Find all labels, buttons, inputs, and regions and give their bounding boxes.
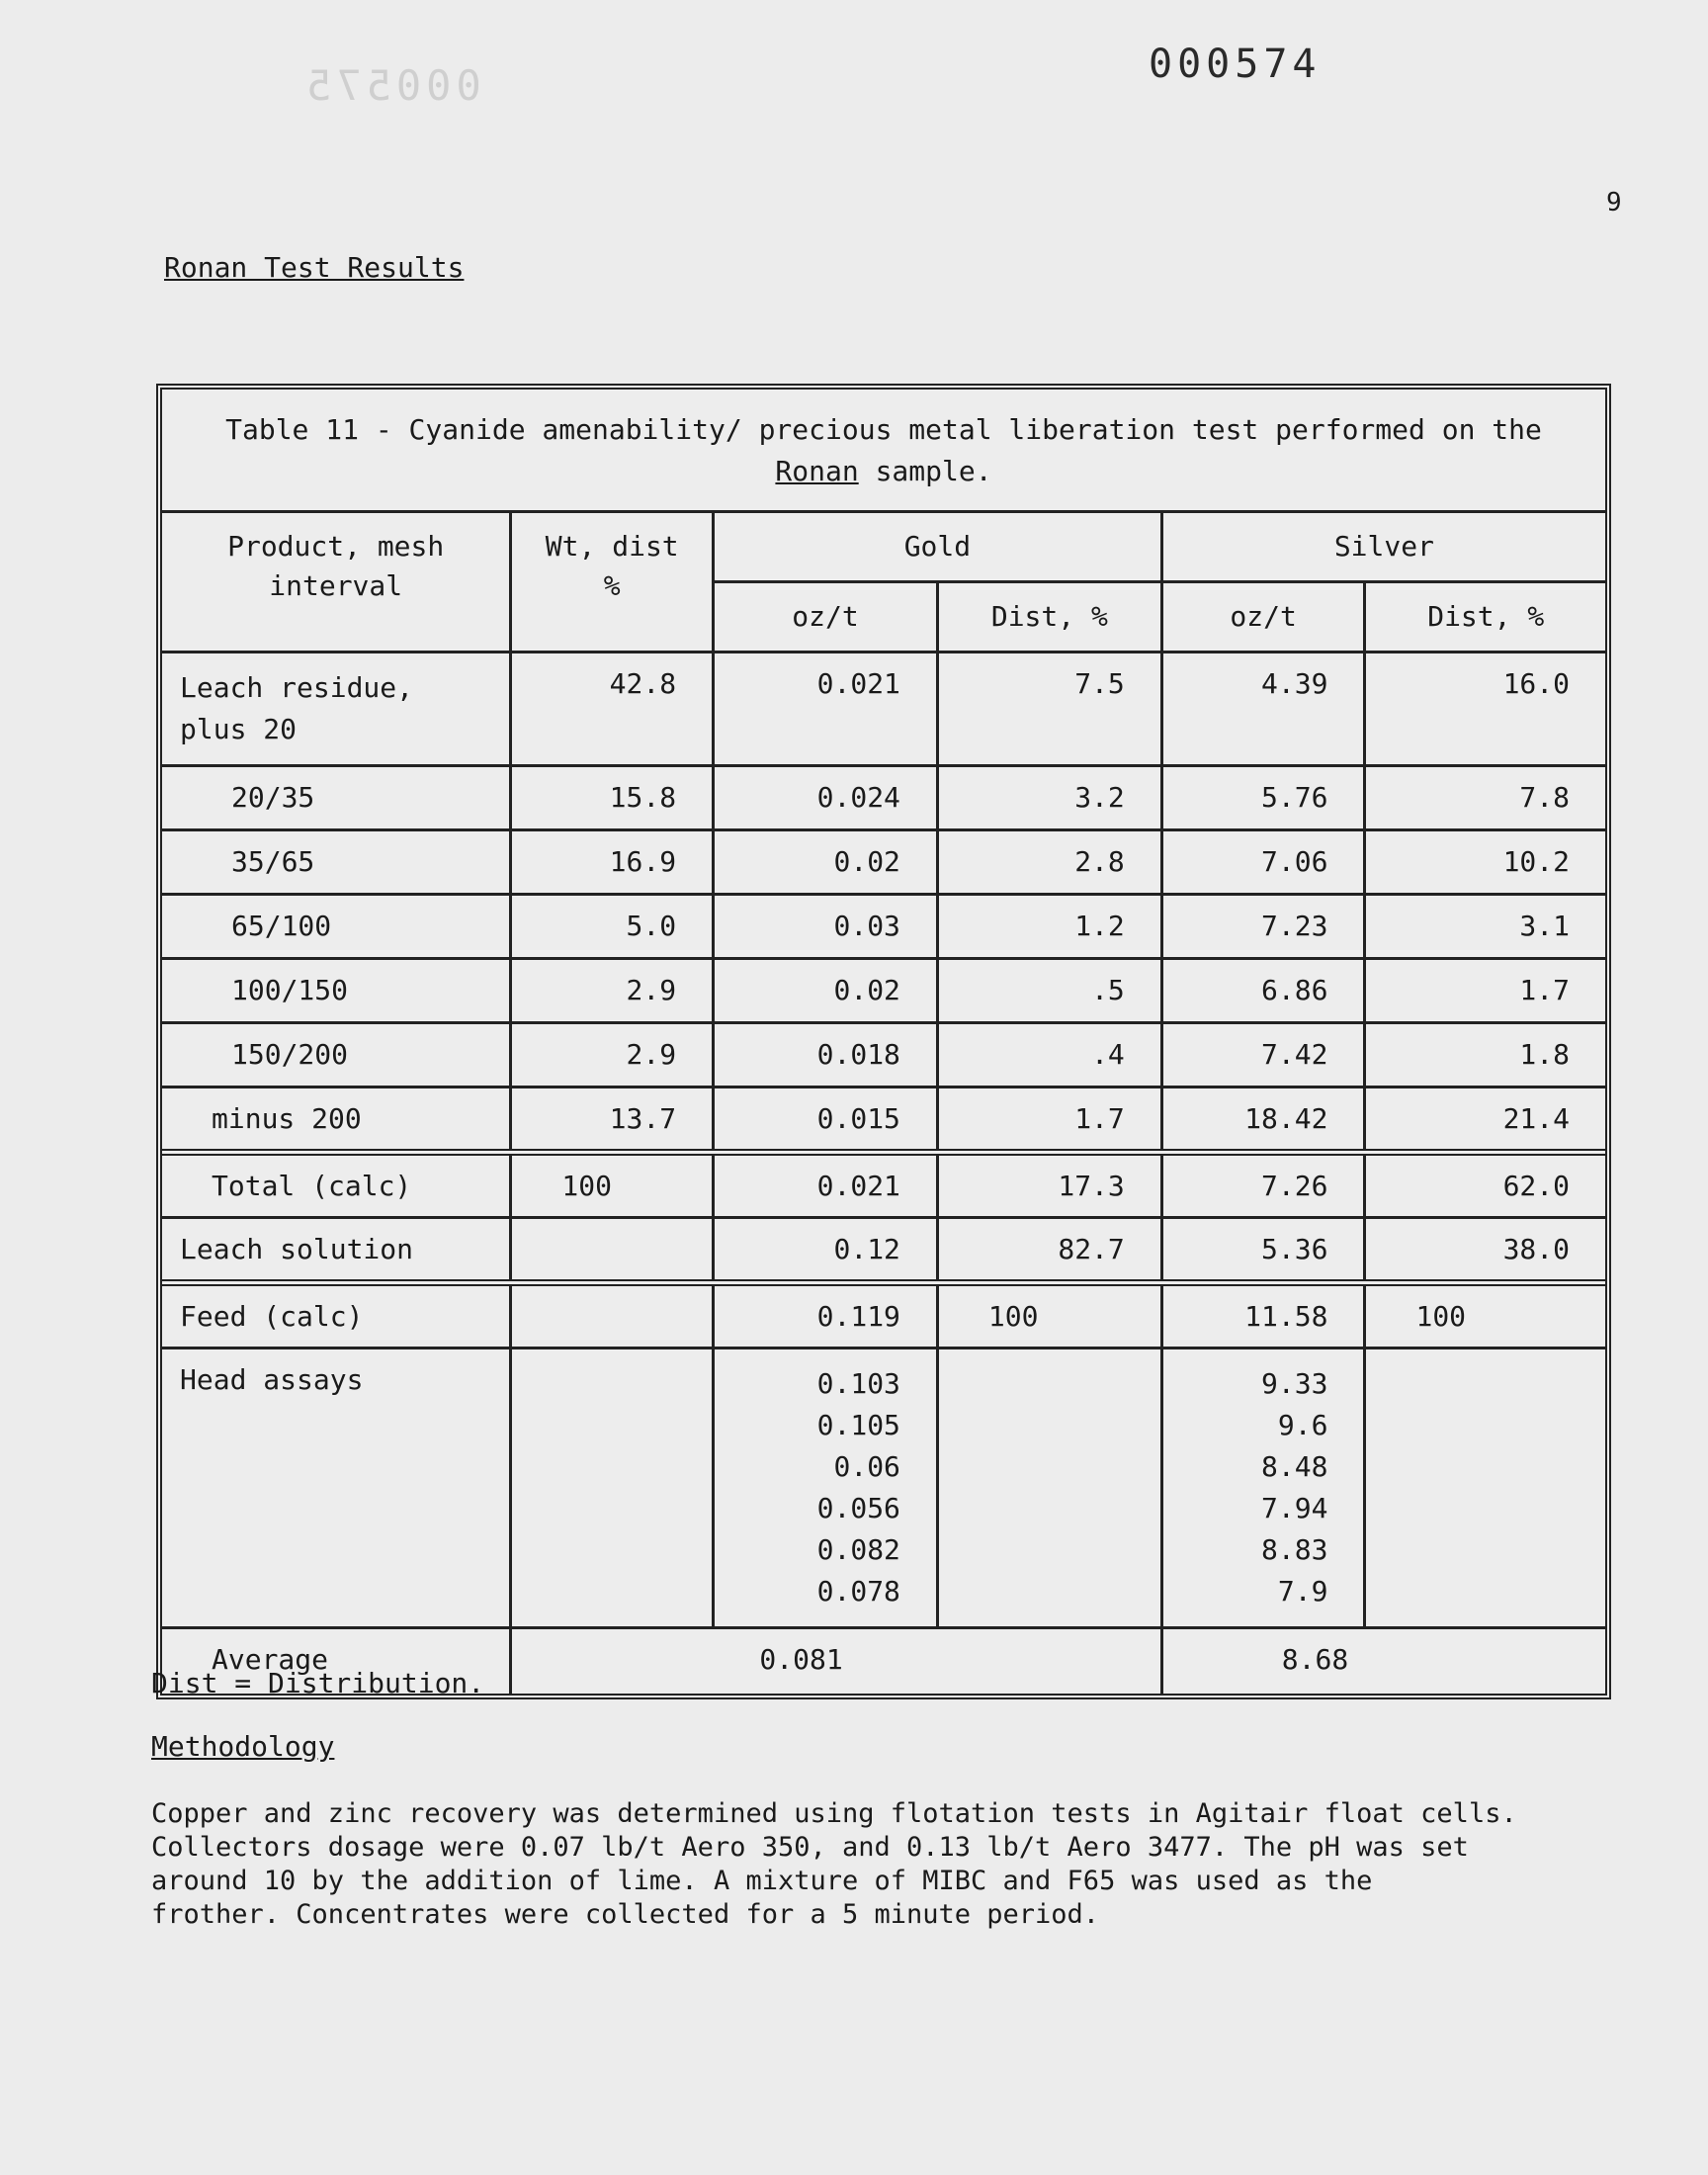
head-assays-gold	[714, 1348, 938, 1628]
table-row-feed	[162, 1283, 1605, 1348]
cell-silver-oz: 18.42	[1161, 1088, 1365, 1153]
cell-gold-dist: 1.7	[937, 1088, 1161, 1153]
cell-silver-dist: 1.8	[1365, 1023, 1605, 1088]
row-label: 20/35	[162, 766, 511, 830]
cell-wt: 2.9	[511, 1023, 714, 1088]
table-row	[162, 1088, 1605, 1153]
cell-silver-oz: 7.23	[1161, 895, 1365, 959]
cell-silver-oz: 4.39	[1161, 652, 1365, 766]
bleed-through-stamp: 000575	[301, 61, 481, 110]
row-label: Leach residue, plus 20	[162, 652, 511, 766]
cell-gold-dist: 100	[937, 1283, 1161, 1348]
cell-wt	[511, 1283, 714, 1348]
cell-gold-dist: 1.2	[937, 895, 1161, 959]
assay-value: 0.082	[816, 1533, 900, 1566]
table-row-total	[162, 1153, 1605, 1218]
assay-value: 8.48	[1261, 1450, 1328, 1483]
head-assays-silver	[1161, 1348, 1365, 1628]
cell-gold-dist-empty	[937, 1348, 1161, 1628]
table-row	[162, 652, 1605, 766]
header-silver: Silver	[1161, 513, 1605, 582]
cell-wt: 42.8	[511, 652, 714, 766]
row-label: 150/200	[162, 1023, 511, 1088]
cell-silver-oz: 5.76	[1161, 766, 1365, 830]
caption-line1: Table 11 - Cyanide amenability/ precious metal liberation test performed on the	[225, 413, 1542, 446]
row-label: minus 200	[162, 1088, 511, 1153]
cell-silver-dist: 7.8	[1365, 766, 1605, 830]
average-gold: 0.081	[511, 1628, 1161, 1694]
cell-gold-oz: 0.119	[714, 1283, 938, 1348]
assay-value: 0.078	[816, 1575, 900, 1608]
cell-wt: 2.9	[511, 959, 714, 1023]
footnote: Dist = Distribution.	[151, 1667, 485, 1699]
cell-silver-oz: 11.58	[1161, 1283, 1365, 1348]
assay-value: 7.94	[1261, 1492, 1328, 1524]
assay-value: 0.06	[833, 1450, 900, 1483]
cell-silver-dist: 21.4	[1365, 1088, 1605, 1153]
cell-silver-oz: 7.42	[1161, 1023, 1365, 1088]
assay-value: 9.6	[1277, 1409, 1328, 1441]
cell-silver-dist: 10.2	[1365, 830, 1605, 895]
table-row-head-assays	[162, 1348, 1605, 1628]
cell-silver-dist: 3.1	[1365, 895, 1605, 959]
cell-gold-oz: 0.024	[714, 766, 938, 830]
assay-value: 9.33	[1261, 1367, 1328, 1400]
row-label: Leach solution	[162, 1218, 511, 1283]
table-row	[162, 959, 1605, 1023]
methodology-paragraph: Copper and zinc recovery was determined using flotation tests in Agitair float cells. Collectors dosage were 0.07 lb/t Aero 350, and 0.13 lb/t Aero 3477. The pH was set around 10 by the addition of lime. A mixture of MIBC and F65 was used as the frother. Concentrates were collected for a 5 minute period.	[151, 1798, 1517, 1930]
cell-gold-oz: 0.12	[714, 1218, 938, 1283]
row-label: 100/150	[162, 959, 511, 1023]
cell-gold-oz: 0.02	[714, 830, 938, 895]
bates-number: 000574	[1149, 42, 1322, 87]
cell-silver-dist-empty	[1365, 1348, 1605, 1628]
cell-silver-oz: 5.36	[1161, 1218, 1365, 1283]
row-label: 35/65	[162, 830, 511, 895]
cell-gold-dist: .4	[937, 1023, 1161, 1088]
header-silver-dist: Dist, %	[1365, 582, 1605, 652]
caption-rest: sample.	[858, 455, 992, 487]
results-table	[156, 384, 1611, 1699]
header-gold: Gold	[714, 513, 1162, 582]
table-row	[162, 766, 1605, 830]
table-caption	[162, 390, 1605, 513]
cell-silver-dist: 62.0	[1365, 1153, 1605, 1218]
cell-silver-dist: 100	[1365, 1283, 1605, 1348]
cell-wt: 100	[511, 1153, 714, 1218]
cell-wt: 16.9	[511, 830, 714, 895]
cell-gold-dist: 2.8	[937, 830, 1161, 895]
cell-gold-dist: .5	[937, 959, 1161, 1023]
header-gold-oz: oz/t	[714, 582, 938, 652]
table-row	[162, 895, 1605, 959]
cell-gold-dist: 17.3	[937, 1153, 1161, 1218]
assay-value: 0.056	[816, 1492, 900, 1524]
caption-sample-name: Ronan	[775, 455, 859, 487]
methodology-title: Methodology	[151, 1730, 335, 1763]
cell-gold-oz: 0.015	[714, 1088, 938, 1153]
cell-wt: 15.8	[511, 766, 714, 830]
cell-gold-oz: 0.021	[714, 652, 938, 766]
cell-silver-oz: 6.86	[1161, 959, 1365, 1023]
section-title: Ronan Test Results	[164, 251, 465, 284]
cell-gold-oz: 0.021	[714, 1153, 938, 1218]
table-row	[162, 830, 1605, 895]
cell-silver-oz: 7.26	[1161, 1153, 1365, 1218]
cell-gold-dist: 3.2	[937, 766, 1161, 830]
row-label: Head assays	[162, 1348, 511, 1628]
cell-gold-oz: 0.03	[714, 895, 938, 959]
cell-gold-oz: 0.02	[714, 959, 938, 1023]
table-row	[162, 1023, 1605, 1088]
row-label: Average	[162, 1628, 511, 1694]
assay-value: 0.105	[816, 1409, 900, 1441]
header-gold-dist: Dist, %	[937, 582, 1161, 652]
cell-silver-dist: 16.0	[1365, 652, 1605, 766]
row-label: Total (calc)	[162, 1153, 511, 1218]
assay-value: 0.103	[816, 1367, 900, 1400]
cell-silver-dist: 38.0	[1365, 1218, 1605, 1283]
row-label: 65/100	[162, 895, 511, 959]
cell-wt: 5.0	[511, 895, 714, 959]
row-label: Feed (calc)	[162, 1283, 511, 1348]
cell-wt: 13.7	[511, 1088, 714, 1153]
table-row-leach-solution	[162, 1218, 1605, 1283]
cell-gold-dist: 7.5	[937, 652, 1161, 766]
cell-silver-dist: 1.7	[1365, 959, 1605, 1023]
cell-wt	[511, 1218, 714, 1283]
average-silver: 8.68	[1161, 1628, 1605, 1694]
page-number: 9	[1606, 188, 1622, 218]
assay-value: 8.83	[1261, 1533, 1328, 1566]
header-wt: Wt, dist %	[511, 513, 714, 652]
header-product: Product, mesh interval	[162, 513, 511, 652]
data-table	[162, 513, 1605, 1694]
header-silver-oz: oz/t	[1161, 582, 1365, 652]
cell-wt-empty	[511, 1348, 714, 1628]
cell-silver-oz: 7.06	[1161, 830, 1365, 895]
cell-gold-oz: 0.018	[714, 1023, 938, 1088]
cell-gold-dist: 82.7	[937, 1218, 1161, 1283]
assay-value: 7.9	[1277, 1575, 1328, 1608]
